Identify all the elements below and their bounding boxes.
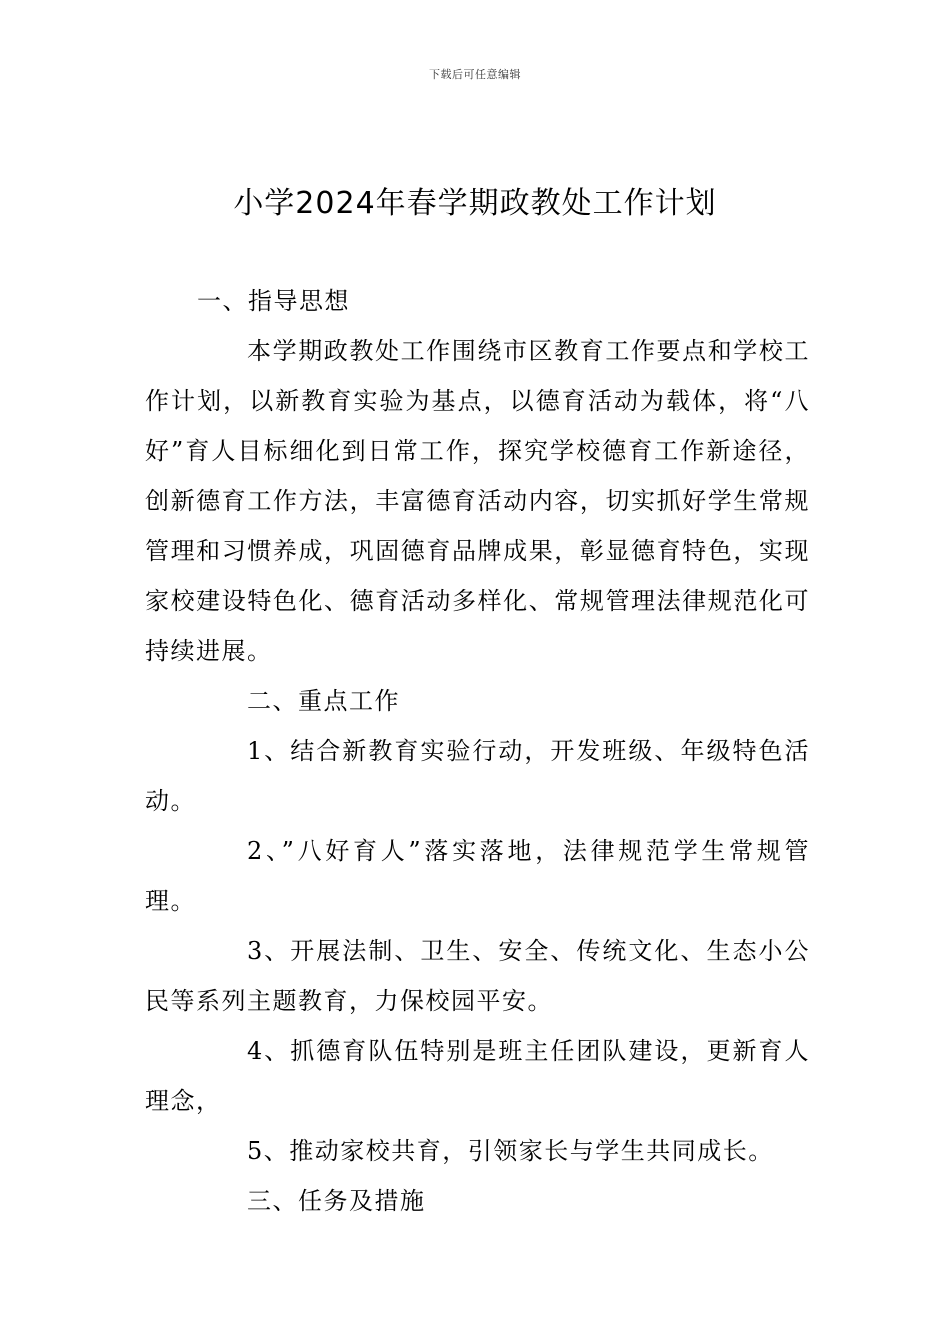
header-note: 下载后可任意编辑 [429,68,521,81]
section-heading-key-work: 二、重点工作 [247,687,400,715]
document-title: 小学2024年春学期政教处工作计划 [233,186,717,221]
key-work-item-3: 3、开展法制、卫生、安全、传统文化、生态小公民等系列主题教育，力保校园平安。 [145,937,810,1015]
guiding-ideology-paragraph: 本学期政教处工作围绕市区教育工作要点和学校工作计划，以新教育实验为基点，以德育活动为载体，将“八好”育人目标细化到日常工作，探究学校德育工作新途径，创新德育工作方法，丰富德育活动内容，切实抓好学生常规管理和习惯养成，巩固德育品牌成果，彰显德育特色，实现家校建设特色化、德育活动多样化、常规管理法律规范化可持续进展。 [145,337,810,665]
key-work-item-2: 2、”八好育人”落实落地，法律规范学生常规管理。 [145,837,810,915]
section-heading-tasks-measures: 三、任务及措施 [247,1187,426,1215]
key-work-item-1: 1、结合新教育实验行动，开发班级、年级特色活动。 [145,737,810,815]
section-heading-guiding-ideology: 一、指导思想 [197,287,350,315]
document-body [145,276,810,1226]
key-work-item-5: 5、推动家校共育，引领家长与学生共同成长。 [247,1137,774,1165]
key-work-item-4: 4、抓德育队伍特别是班主任团队建设，更新育人理念， [145,1037,810,1115]
